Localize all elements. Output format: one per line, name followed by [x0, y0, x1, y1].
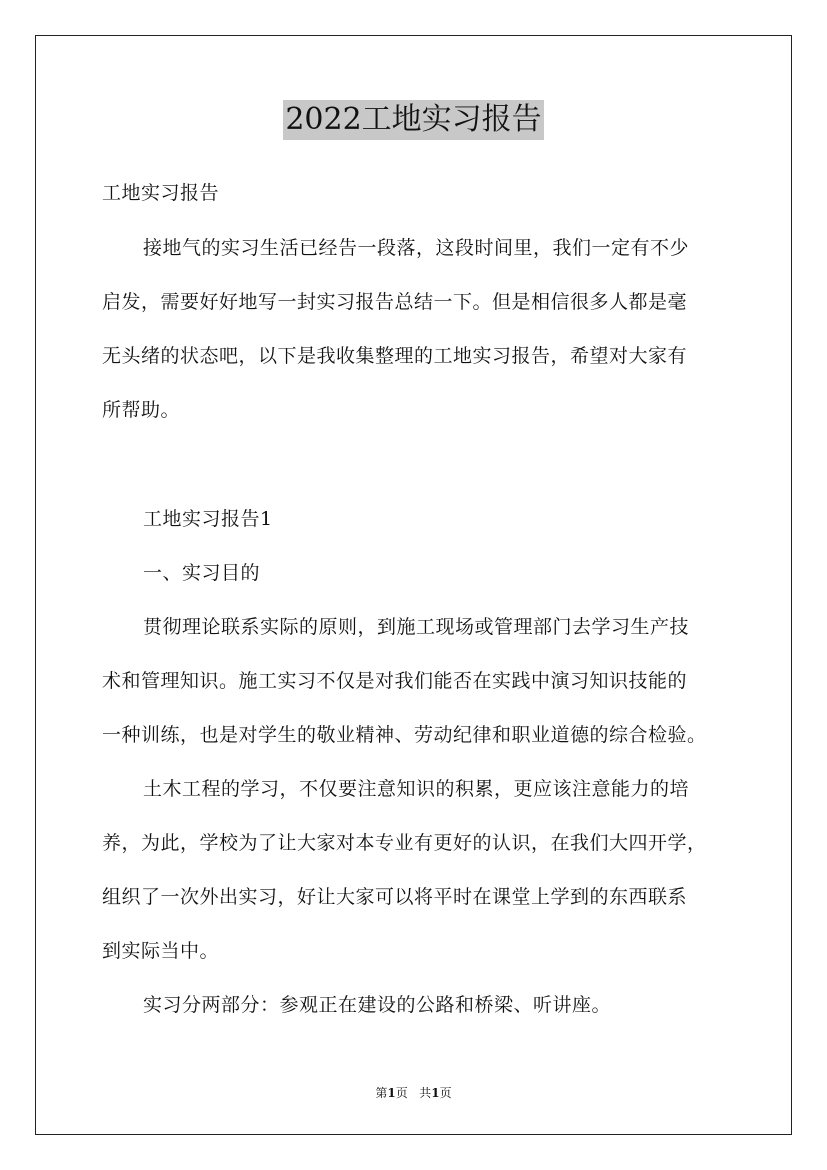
footer-total-prefix: 共 [419, 1086, 432, 1100]
intro-line-4: 所帮助。 [102, 399, 181, 421]
body-line-4: 土木工程的学习，不仅要注意知识的积累，更应该注意能力的培 [143, 778, 690, 800]
footer-page-prefix: 第 [375, 1086, 388, 1100]
footer-page-number: 1 [387, 1086, 396, 1100]
sub-heading: 一、实习目的 [143, 562, 261, 584]
footer-total-suffix: 页 [439, 1086, 452, 1100]
intro-line-2: 启发，需要好好地写一封实习报告总结一下。但是相信很多人都是毫 [102, 291, 688, 313]
body-line-1: 贯彻理论联系实际的原则，到施工现场或管理部门去学习生产技 [143, 616, 690, 638]
document-title: 2022工地实习报告 [283, 100, 543, 140]
body-line-6: 组织了一次外出实习，好让大家可以将平时在课堂上学到的东西联系 [102, 886, 688, 908]
footer-page-mid: 页 [395, 1086, 408, 1100]
intro-line-3: 无头绪的状态吧，以下是我收集整理的工地实习报告，希望对大家有 [102, 345, 688, 367]
body-line-5: 养，为此，学校为了让大家对本专业有更好的认识，在我们大四开学， [102, 832, 707, 854]
section-heading: 工地实习报告1 [143, 508, 273, 530]
body-line-7: 到实际当中。 [102, 940, 220, 962]
footer-total-pages: 1 [431, 1086, 440, 1100]
body-line-3: 一种训练，也是对学生的敬业精神、劳动纪律和职业道德的综合检验。 [102, 724, 707, 746]
intro-line-1: 接地气的实习生活已经告一段落，这段时间里，我们一定有不少 [143, 237, 690, 259]
page-footer [0, 1085, 827, 1101]
document-subtitle: 工地实习报告 [102, 182, 220, 204]
body-line-2: 术和管理知识。施工实习不仅是对我们能否在实践中演习知识技能的 [102, 670, 688, 692]
title-container [0, 100, 827, 140]
body-line-8: 实习分两部分：参观正在建设的公路和桥梁、听讲座。 [143, 994, 612, 1016]
